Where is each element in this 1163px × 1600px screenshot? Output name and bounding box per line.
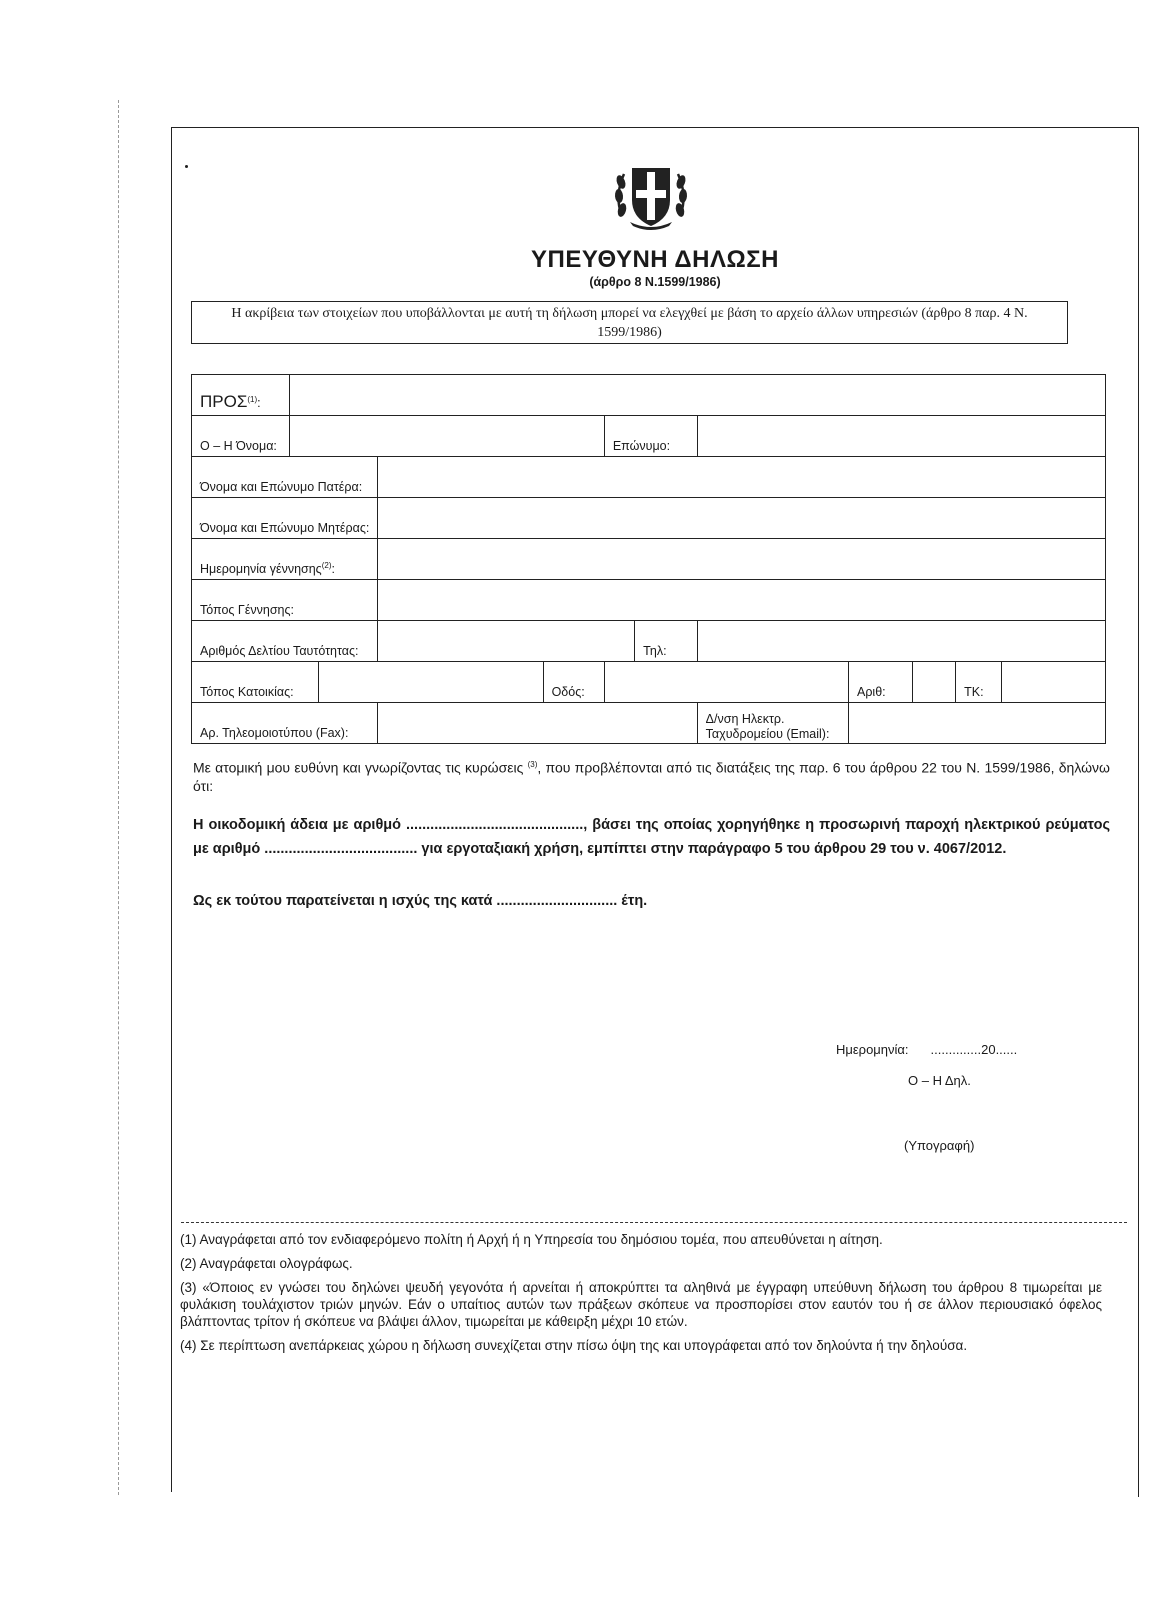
postcode-field[interactable] <box>1002 662 1106 703</box>
footnote-2: (2) Αναγράφεται ολογράφως. <box>180 1256 353 1271</box>
greek-coat-of-arms-icon <box>612 156 690 234</box>
street-label: Οδός: <box>543 662 604 703</box>
document-subtitle: (άρθρο 8 Ν.1599/1986) <box>589 275 721 289</box>
footnote-3: (3) «Όποιος εν γνώσει του δηλώνει ψευδή γεγονότα ή αρνείται ή αποκρύπτει τα αληθινά με έγγραφη υπεύθυνη δήλωση του άρθρου 8 τιμωρείται με φυλάκιση τουλάχιστον τριών μηνών. Εάν ο υπαίτιος αυτών των πράξεων σκόπευε να προσπορίσει στον εαυτόν του ή σε άλλον περιουσιακό όφελος βλάπτοντας τρίτον ή σκόπευε να βλάψει άλλον, τιμωρείται με κάθειρξη μέχρι 10 ετών. <box>180 1280 1102 1329</box>
row-birth-place <box>192 580 1106 621</box>
pros-label: ΠΡΟΣ$^{(1)}$: <box>192 375 290 416</box>
street-number-label: Αριθ: <box>848 662 912 703</box>
father-name-field[interactable] <box>378 457 1106 498</box>
fax-label: Αρ. Τηλεομοιοτύπου (Fax): <box>192 703 378 744</box>
date-value[interactable]: ..............20...... <box>930 1042 1018 1057</box>
personal-details-form <box>191 374 1106 744</box>
footnote-divider <box>181 1222 1127 1223</box>
street-number-field[interactable] <box>912 662 955 703</box>
signature-label: (Υπογραφή) <box>904 1138 975 1153</box>
id-number-field[interactable] <box>378 621 635 662</box>
row-mother <box>192 498 1106 539</box>
fax-field[interactable] <box>378 703 697 744</box>
pros-field[interactable] <box>289 375 1105 416</box>
id-number-label: Αριθμός Δελτίου Ταυτότητας: <box>192 621 378 662</box>
row-name <box>192 416 1106 457</box>
phone-field[interactable] <box>697 621 1105 662</box>
father-name-label: Όνομα και Επώνυμο Πατέρα: <box>192 457 378 498</box>
row-id-phone <box>192 621 1106 662</box>
date-line: Ημερομηνία: ..............20...... <box>836 1042 1018 1057</box>
residence-label: Τόπος Κατοικίας: <box>192 662 319 703</box>
page-frame-right <box>1138 127 1139 1497</box>
email-field[interactable] <box>848 703 1105 744</box>
phone-label: Τηλ: <box>635 621 698 662</box>
birth-date-field[interactable] <box>378 539 1106 580</box>
postcode-label: ΤΚ: <box>956 662 1002 703</box>
birth-place-field[interactable] <box>378 580 1106 621</box>
row-pros <box>192 375 1106 416</box>
row-fax-email <box>192 703 1106 744</box>
page-frame-top <box>171 127 1139 128</box>
declaration-intro: Με ατομική μου ευθύνη και γνωρίζοντας τις κυρώσεις $^{(3)}$, που προβλέπονται από τις διατάξεις της παρ. 6 του άρθρου 22 του Ν. 1599/1986, δηλώνω ότι: <box>193 759 1110 794</box>
declaration-text: Η οικοδομική άδεια με αριθμό ............................................, βάσει της οποίας χορηγήθηκε η προσωρινή παροχή ηλεκτρικού ρεύματος με αριθμό ...................................... για εργοταξιακή χρήση, εμπίπτει στην παράγραφο 5 του άρθρου 29 του ν. 4067/2012. <box>193 817 1110 857</box>
first-name-field[interactable] <box>289 416 604 457</box>
row-birth-date <box>192 539 1106 580</box>
document-title: ΥΠΕΥΘΥΝΗ ΔΗΛΩΣΗ <box>531 246 779 273</box>
birth-date-label: Ημερομηνία γέννησης$^{(2)}$: <box>192 539 378 580</box>
row-address <box>192 662 1106 703</box>
birth-place-label: Τόπος Γέννησης: <box>192 580 378 621</box>
page-frame-left <box>171 127 172 1492</box>
street-field[interactable] <box>604 662 848 703</box>
scan-speck <box>185 165 188 168</box>
last-name-label: Επώνυμο: <box>604 416 697 457</box>
accuracy-notice: Η ακρίβεια των στοιχείων που υποβάλλονται με αυτή τη δήλωση μπορεί να ελεγχθεί με βάση το αρχείο άλλων υπηρεσιών (άρθρο 8 παρ. 4 Ν. 1599/1986) <box>191 301 1068 344</box>
scan-edge <box>118 100 119 1495</box>
footnotes <box>180 1231 1102 1361</box>
mother-name-field[interactable] <box>378 498 1106 539</box>
footnote-4: (4) Σε περίπτωση ανεπάρκειας χώρου η δήλωση συνεχίζεται στην πίσω όψη της και υπογράφεται από τον δηλούντα ή την δηλούσα. <box>180 1338 968 1353</box>
first-name-label: Ο – Η Όνομα: <box>192 416 290 457</box>
footnote-1: (1) Αναγράφεται από τον ενδιαφερόμενο πολίτη ή Αρχή ή η Υπηρεσία του δημόσιου τομέα, που απευθύνεται η αίτηση. <box>180 1232 883 1247</box>
last-name-field[interactable] <box>697 416 1105 457</box>
declarant-label: Ο – Η Δηλ. <box>908 1073 971 1088</box>
residence-field[interactable] <box>319 662 543 703</box>
row-father <box>192 457 1106 498</box>
mother-name-label: Όνομα και Επώνυμο Μητέρας: <box>192 498 378 539</box>
declaration-extension: Ως εκ τούτου παρατείνεται η ισχύς της κατά .............................. έτη. <box>193 893 648 909</box>
email-label: Δ/νση Ηλεκτρ. Ταχυδρομείου (Email): <box>697 703 848 744</box>
